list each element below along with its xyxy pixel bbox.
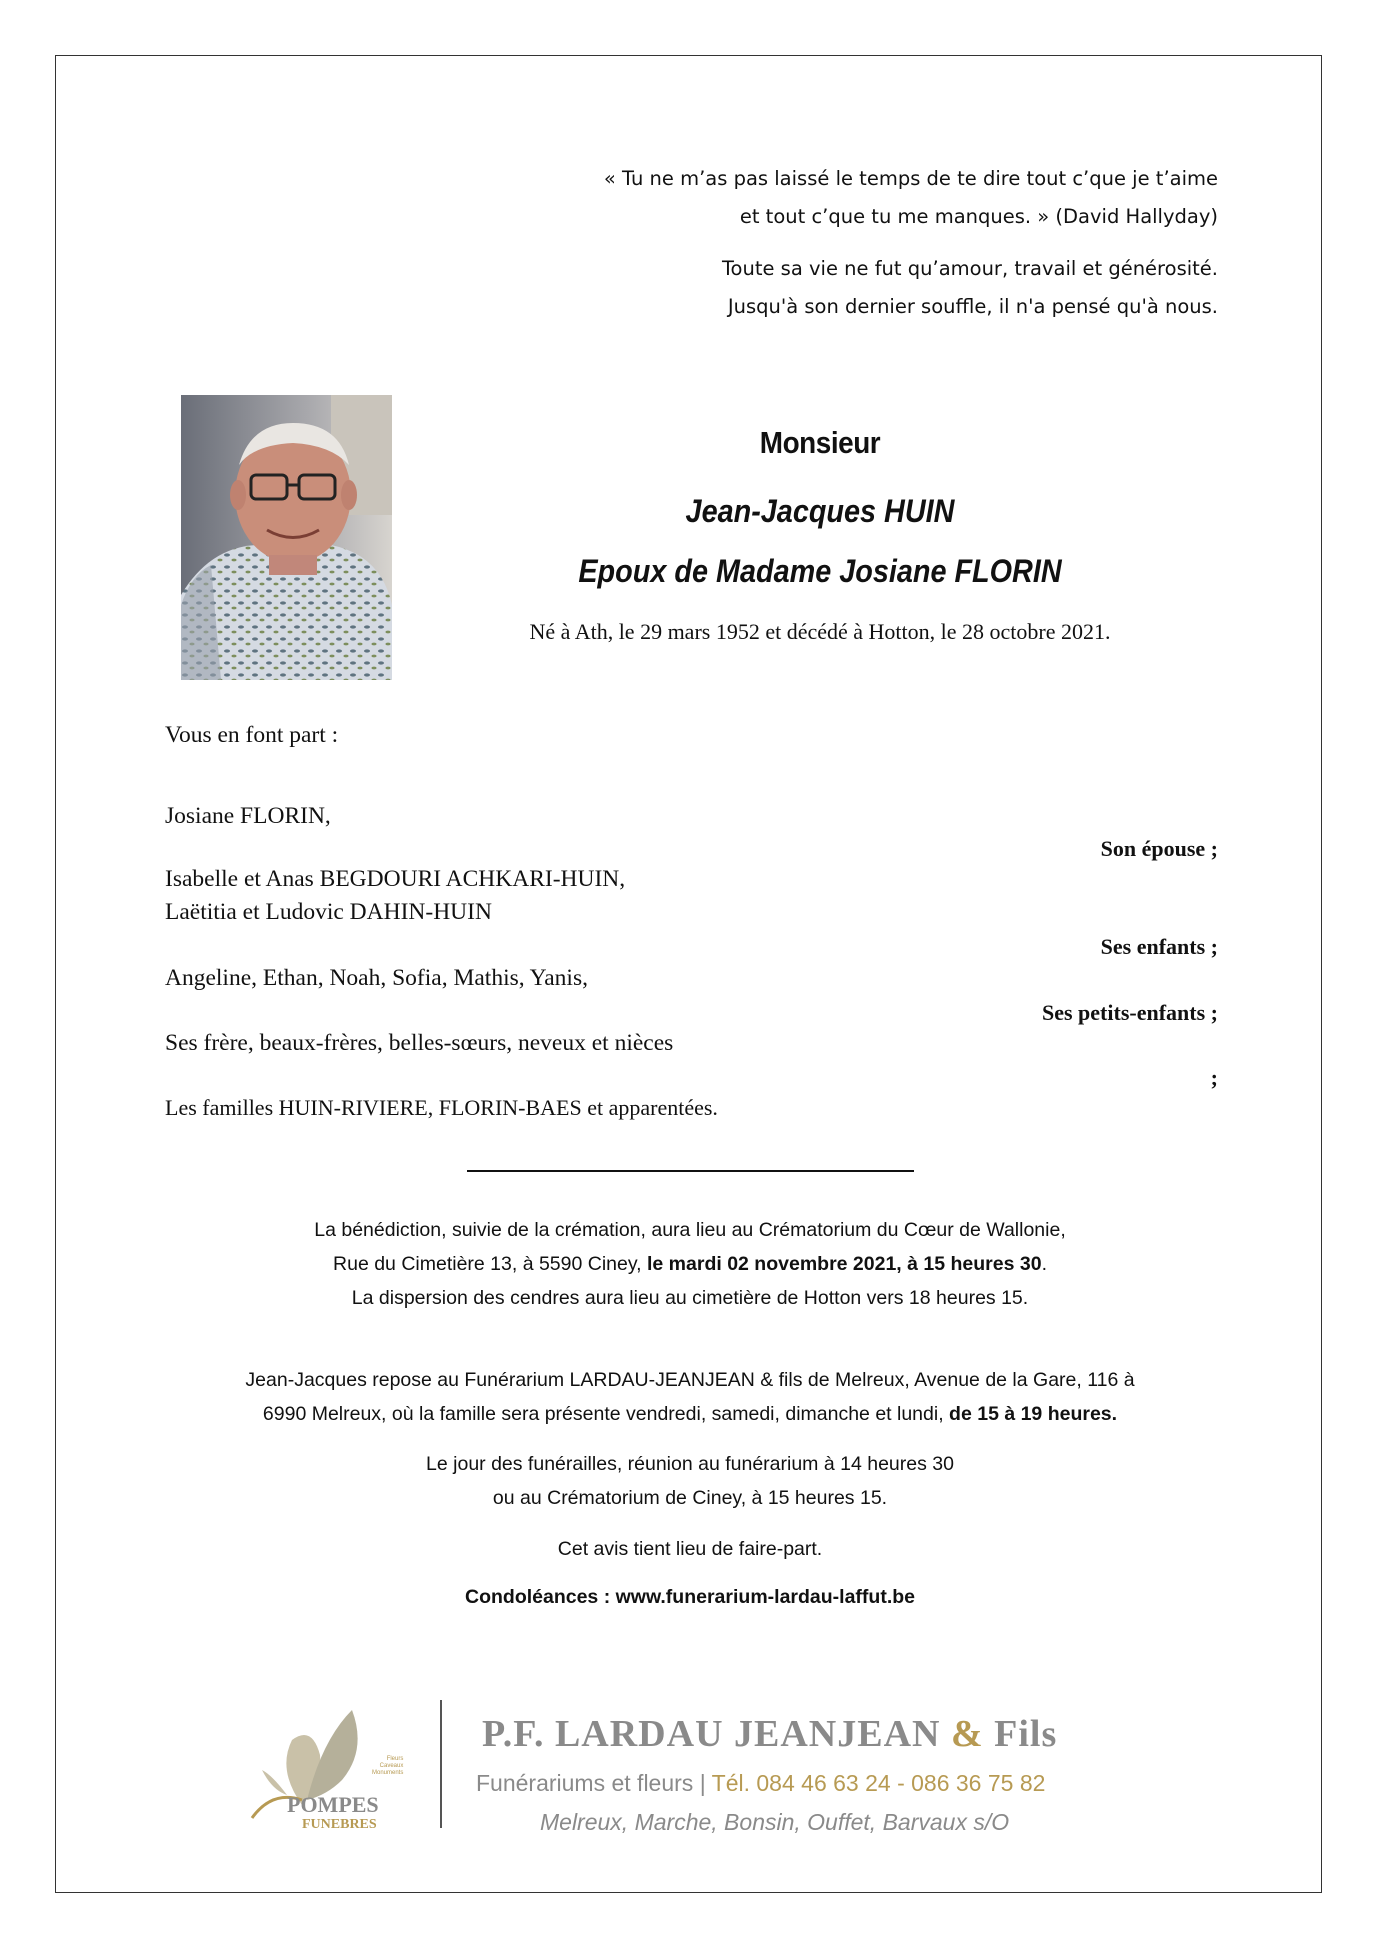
visitation-line-1: Jean-Jacques repose au Funérarium LARDAU-JEANJEAN & fils de Melreux, Avenue de la Gare, 116 à xyxy=(245,1369,1135,1391)
ceremony-line-3: La dispersion des cendres aura lieu au cimetière de Hotton vers 18 heures 15. xyxy=(351,1287,1029,1309)
spouse-name: Josiane FLORIN, xyxy=(165,803,331,829)
spouse-line: Epoux de Madame Josiane FLORIN xyxy=(578,553,1062,589)
company-phones: 084 46 63 24 - 086 36 75 82 xyxy=(750,1770,1046,1796)
ceremony-line-2: Rue du Cimetière 13, à 5590 Ciney, le mardi 02 novembre 2021, à 15 heures 30. xyxy=(333,1253,1047,1275)
deceased-name: Jean-Jacques HUIN xyxy=(685,493,955,529)
siblings: Ses frère, beaux-frères, belles-sœurs, neveux et nièces xyxy=(165,1030,674,1056)
ceremony-details xyxy=(120,1213,1260,1315)
grandchildren-role: Ses petits-enfants ; xyxy=(1042,1000,1218,1025)
visitation-hours: de 15 à 19 heures. xyxy=(949,1403,1118,1425)
footer-separator xyxy=(440,1700,442,1828)
family-intro: Vous en font part : xyxy=(165,722,339,748)
children-line-2: Laëtitia et Ludovic DAHIN-HUIN xyxy=(165,899,492,925)
spouse-role: Son épouse ; xyxy=(1100,836,1218,861)
funeral-meeting xyxy=(120,1447,1260,1515)
tribute-line-1: Toute sa vie ne fut qu’amour, travail et générosité. xyxy=(721,257,1218,280)
visitation-line-2: 6990 Melreux, où la famille sera présente vendredi, samedi, dimanche et lundi, de 15 à 19 heures. xyxy=(262,1403,1118,1425)
quote-line-1: « Tu ne m’as pas laissé le temps de te dire tout c’que je t’aime xyxy=(603,167,1218,190)
visitation-details xyxy=(120,1363,1260,1431)
epigraph xyxy=(458,160,1218,326)
condolences-link[interactable]: Condoléances : www.funerarium-lardau-laffut.be xyxy=(465,1586,915,1608)
section-divider xyxy=(467,1170,914,1172)
children-role: Ses enfants ; xyxy=(1100,934,1218,959)
children-line-1: Isabelle et Anas BEGDOURI ACHKARI-HUIN, xyxy=(165,866,626,892)
meeting-line-2: ou au Crématorium de Ciney, à 15 heures 15. xyxy=(492,1487,888,1509)
notice-text: Cet avis tient lieu de faire-part. xyxy=(557,1538,823,1560)
grandchildren: Angeline, Ethan, Noah, Sofia, Mathis, Yanis, xyxy=(165,965,588,991)
logo-services: Fleurs Caveaux Monuments xyxy=(372,1756,404,1776)
siblings-role: ; xyxy=(1210,1065,1218,1090)
logo-word-1: POMPES xyxy=(287,1792,379,1817)
company-tagline: Funérariums et fleurs | Tél. 084 46 63 24 - 086 36 75 82 xyxy=(476,1770,1046,1796)
logo-word-2: FUNEBRES xyxy=(302,1817,377,1830)
ceremony-line-1: La bénédiction, suivie de la crémation, aura lieu au Crématorium du Cœur de Wallonie, xyxy=(314,1219,1066,1241)
company-locations: Melreux, Marche, Bonsin, Ouffet, Barvaux s/O xyxy=(540,1809,1010,1835)
birth-death-dates: Né à Ath, le 29 mars 1952 et décédé à Hotton, le 28 octobre 2021. xyxy=(529,619,1111,644)
extended-families: Les familles HUIN-RIVIERE, FLORIN-BAES et apparentées. xyxy=(165,1095,718,1120)
honorific: Monsieur xyxy=(759,425,881,460)
portrait-photo xyxy=(181,395,392,680)
meeting-line-1: Le jour des funérailles, réunion au funérarium à 14 heures 30 xyxy=(426,1453,954,1475)
ceremony-date: le mardi 02 novembre 2021, à 15 heures 30 xyxy=(647,1253,1042,1275)
quote-line-2: et tout c’que tu me manques. » (David Hallyday) xyxy=(739,205,1218,228)
company-name: P.F. LARDAU JEANJEAN & Fils xyxy=(482,1713,1058,1755)
tribute-line-2: Jusqu'à son dernier souffle, il n'a pensé qu'à nous. xyxy=(727,295,1218,318)
